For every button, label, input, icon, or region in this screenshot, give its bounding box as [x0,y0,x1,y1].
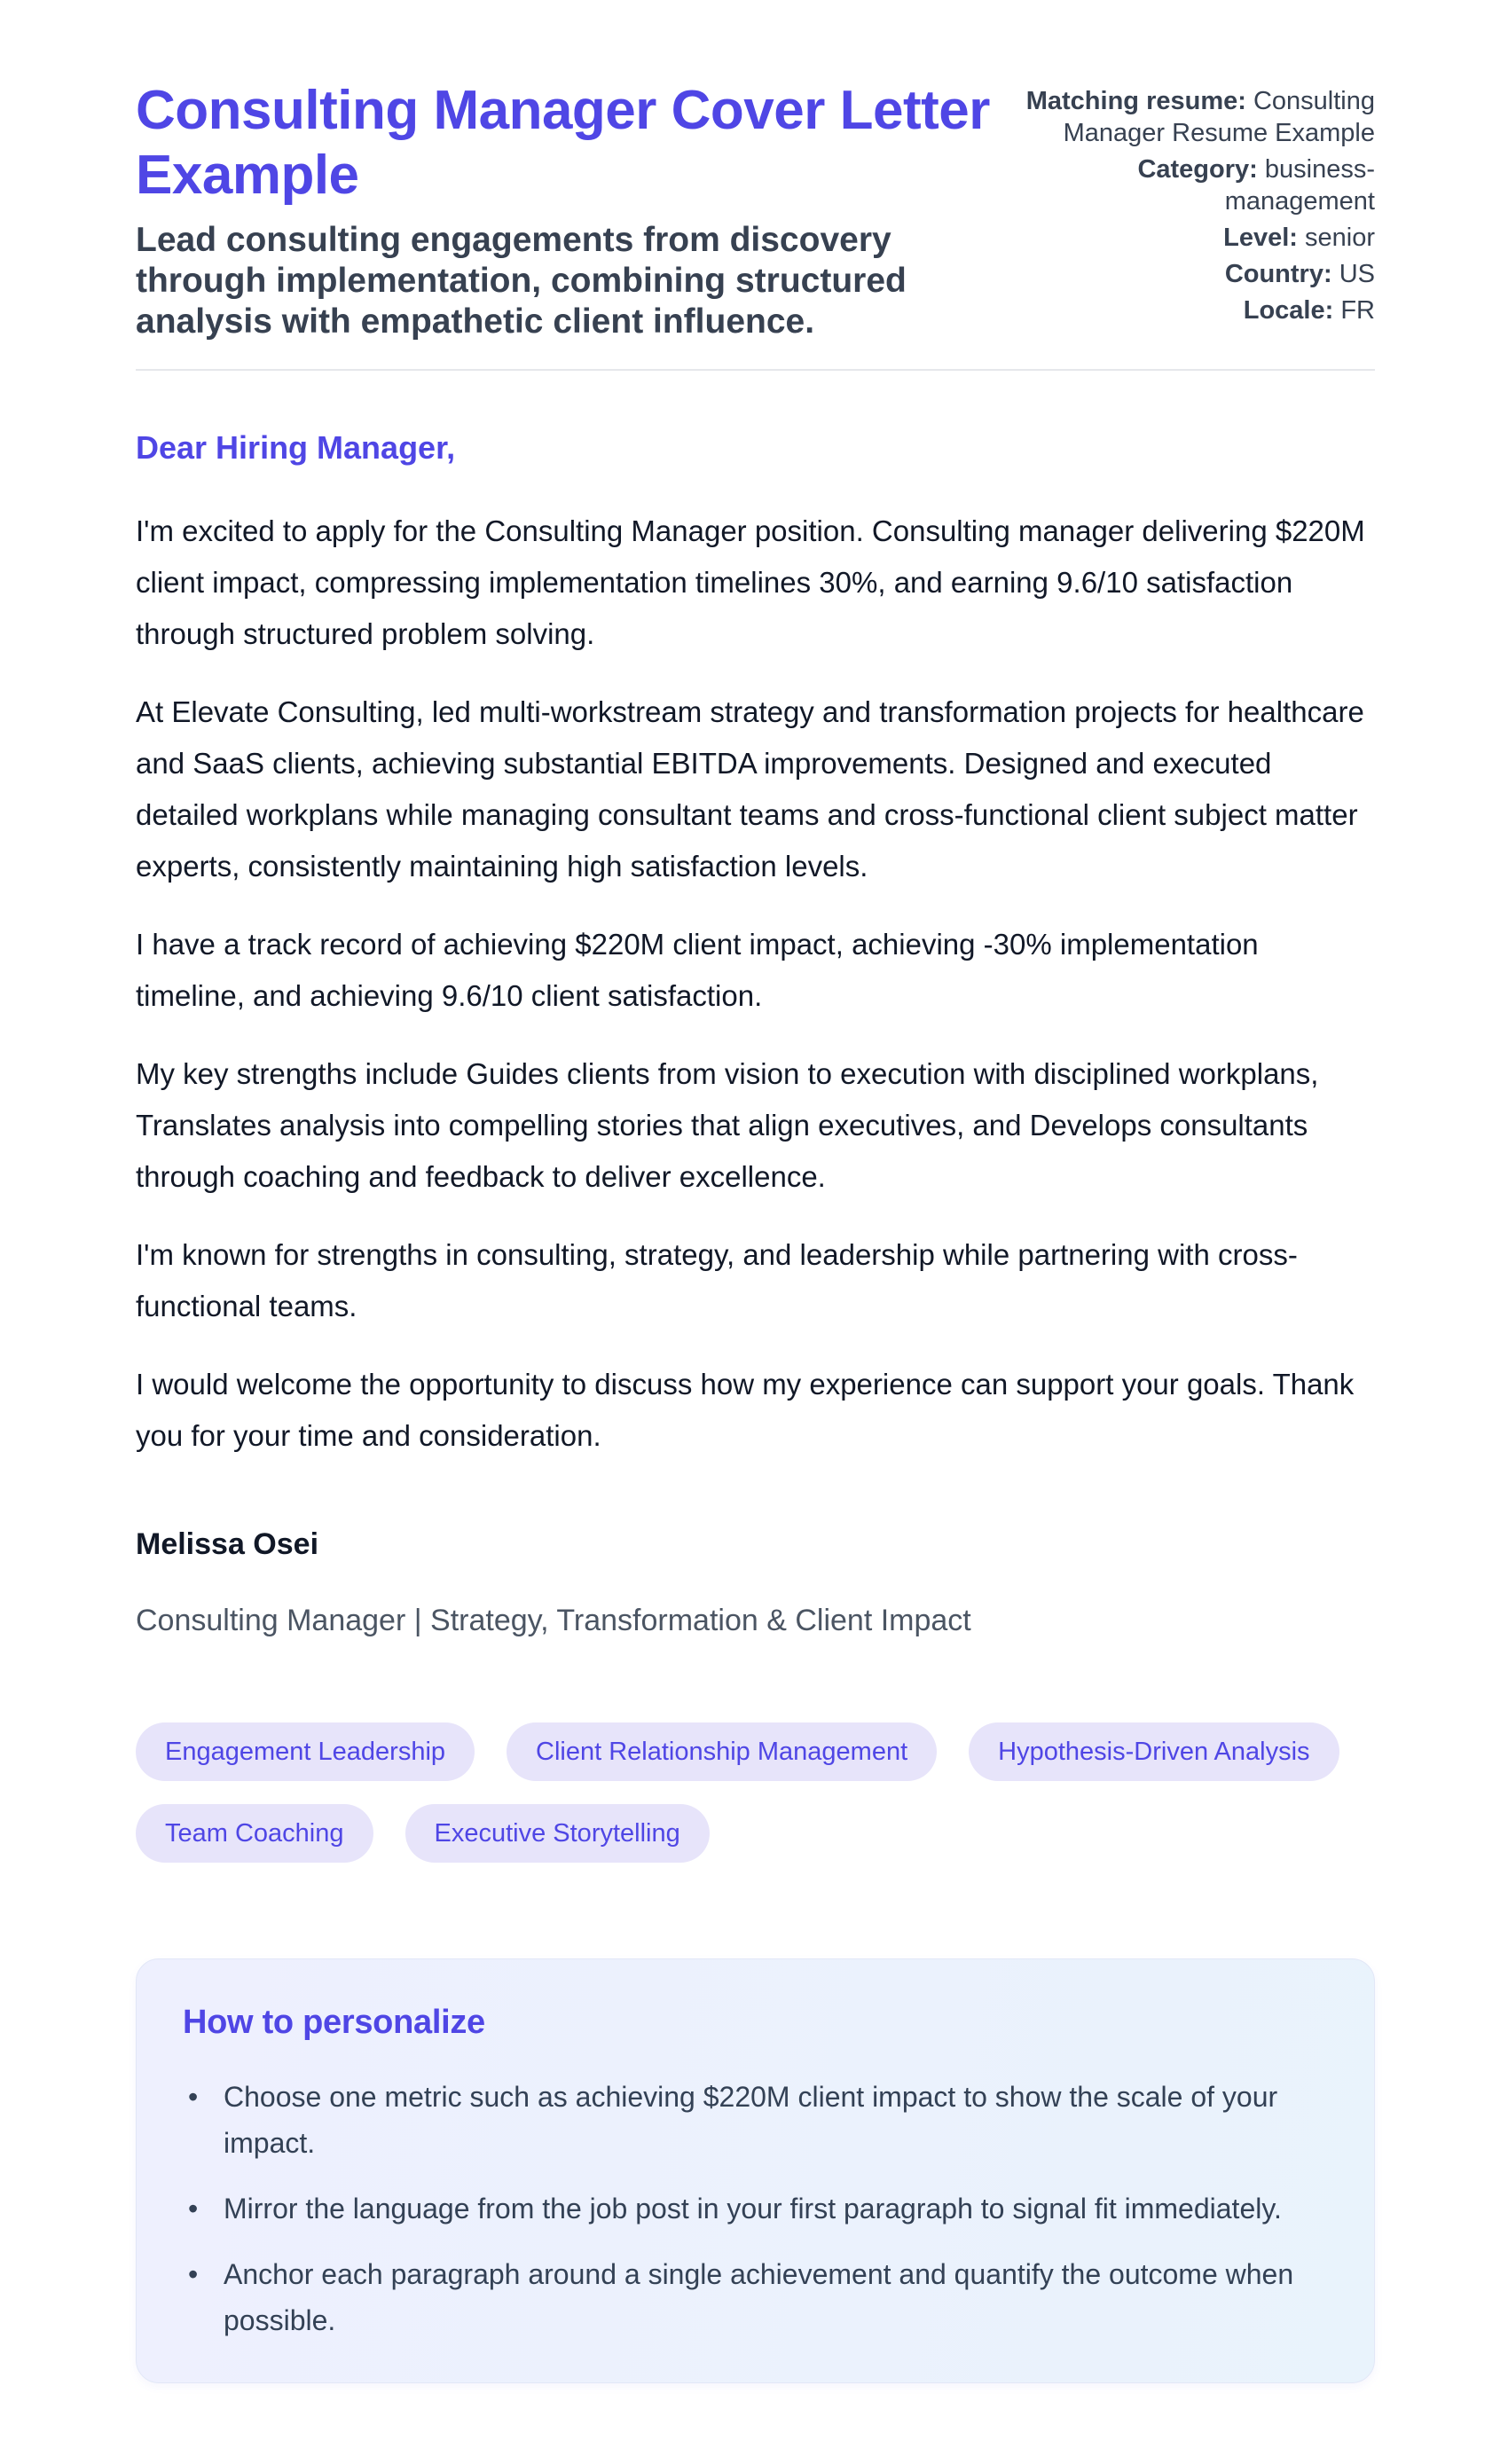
meta-value: FR [1340,296,1375,325]
meta-label: Level: [1223,224,1298,252]
tips-list [183,2074,1328,2343]
letter-paragraph-3: I have a track record of achieving $220M client impact, achieving -30% implementation timeline, and achieving 9.6/10 client satisfaction. [136,928,1259,1013]
skill-tag-hypothesis-driven-analysis: Hypothesis-Driven Analysis [969,1722,1339,1781]
meta-label: Category: [1137,155,1258,184]
meta-level [1020,222,1375,254]
letter-paragraph-1: I'm excited to apply for the Consulting Manager position. Consulting manager delivering $220M client impact, compressing implementation timelines 30%, and earning 9.6/10 satisfaction through structured problem solving. [136,514,1365,651]
letter-paragraph-2: At Elevate Consulting, led multi-workstream strategy and transformation projects for healthcare and SaaS clients, achieving substantial EBITDA improvements. Designed and executed detailed workplans while managing consultant teams and cross-functional client subject matter experts, consistently maintaining high satisfaction levels. [136,695,1364,883]
personalization-tips-box [136,1958,1375,2383]
meta-panel [1020,85,1375,331]
letter-paragraph-4: My key strengths include Guides clients from vision to execution with disciplined workplans, Translates analysis into compelling stories that align executives, and Develops consultants through coaching and feedback to deliver excellence. [136,1057,1319,1194]
meta-value: business-management [1224,155,1375,216]
page-header [136,78,1375,342]
meta-value: Consulting Manager Resume Example [1063,87,1375,147]
header-divider [136,369,1375,371]
letter-body [136,422,1375,1646]
meta-value: senior [1305,224,1375,252]
letter-greeting: Dear Hiring Manager, [136,429,456,467]
tips-heading: How to personalize [183,2004,485,2042]
tip-item-2: • Mirror the language from the job post in your first paragraph to signal fit immediately. [224,2185,1328,2232]
meta-locale [1020,294,1375,326]
letter-paragraph-5: I'm known for strengths in consulting, strategy, and leadership while partnering with cross-functional teams. [136,1238,1298,1323]
page-subtitle: Lead consulting engagements from discovery through implementation, combining structured analysis with empathetic client influence. [136,221,907,341]
skill-tag-list [136,1722,1375,1863]
header-title-block [136,78,1020,342]
tip-item-3: • Anchor each paragraph around a single achievement and quantify the outcome when possible. [224,2251,1328,2343]
tip-item-1: • Choose one metric such as achieving $220M client impact to show the scale of your impact. [224,2074,1328,2166]
page-title: Consulting Manager Cover Letter Example [136,80,990,207]
signature-name: Melissa Osei [136,1527,319,1562]
meta-category [1020,153,1375,217]
signature-role: Consulting Manager | Strategy, Transformation & Client Impact [136,1604,971,1638]
meta-label: Country: [1224,260,1332,288]
meta-matching-resume [1020,85,1375,149]
skill-tag-client-relationship-management: Client Relationship Management [507,1722,937,1781]
skill-tag-team-coaching: Team Coaching [136,1804,373,1863]
skill-tag-engagement-leadership: Engagement Leadership [136,1722,475,1781]
meta-value: US [1339,260,1375,288]
skill-tag-executive-storytelling: Executive Storytelling [405,1804,710,1863]
letter-paragraph-6: I would welcome the opportunity to discuss how my experience can support your goals. Thank you for your time and consideration. [136,1368,1355,1453]
meta-label: Locale: [1243,296,1334,325]
meta-country [1020,258,1375,290]
meta-label: Matching resume: [1025,87,1246,115]
